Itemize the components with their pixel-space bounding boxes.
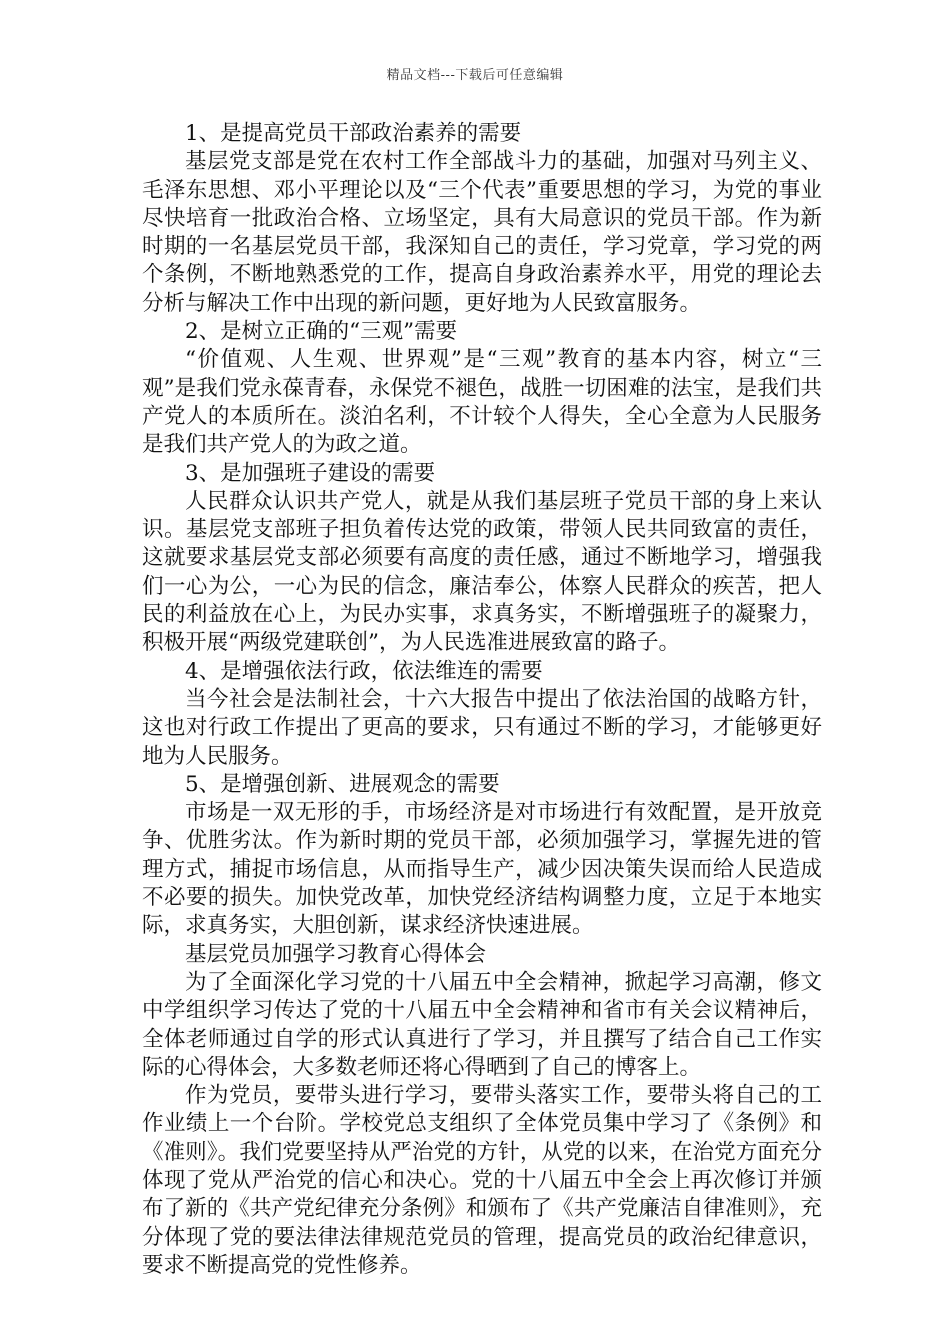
paragraph: 市场是一双无形的手，市场经济是对市场进行有效配置，是开放竞争、优胜劣汰。作为新时期的党员干部，必须加强学习，掌握先进的管理方式，捕捉市场信息，从而指导生产，减少因决策失误而给人民造成不必要的损失。加快党改革，加快党经济结构调整力度，立足于本地实际，求真务实，大胆创新，谋求经济快速进展。	[142, 800, 822, 939]
paragraph: 为了全面深化学习党的十八届五中全会精神，掀起学习高潮，修文中学组织学习传达了党的十八届五中全会精神和省市有关会议精神后，全体老师通过自学的形式认真进行了学习，并且撰写了结合自己工作实际的心得体会，大多数老师还将心得晒到了自己的博客上。	[142, 969, 822, 1080]
section-heading-1: 1、是提高党员干部政治素养的需要	[185, 121, 522, 146]
section-heading-2: 2、是树立正确的“三观”需要	[185, 319, 458, 345]
section-heading-3: 3、是加强班子建设的需要	[185, 460, 436, 486]
paragraph: “价值观、人生观、世界观”是“三观”教育的基本内容，树立“三观”是我们党永葆青春，永保党不褪色，战胜一切困难的法宝，是我们共产党人的本质所在。淡泊名利，不计较个人得失，全心全意为人民服务是我们共产党人的为政之道。	[142, 347, 822, 458]
article-title: 基层党员加强学习教育心得体会	[185, 941, 487, 967]
paragraph: 当今社会是法制社会，十六大报告中提出了依法治国的战略方针，这也对行政工作提出了更高的要求，只有通过不断的学习，才能够更好地为人民服务。	[142, 686, 822, 769]
page-header: 精品文档---下载后可任意编辑	[386, 68, 564, 83]
document-body	[142, 120, 822, 1280]
paragraph: 人民群众认识共产党人，就是从我们基层班子党员干部的身上来认识。基层党支部班子担负着传达党的政策，带领人民共同致富的责任，这就要求基层党支部必须要有高度的责任感，通过不断地学习，增强我们一心为公，一心为民的信念，廉洁奉公，体察人民群众的疾苦，把人民的利益放在心上，为民办实事，求真务实，不断增强班子的凝聚力，积极开展“两级党建联创”，为人民选准进展致富的路子。	[142, 488, 822, 656]
paragraph: 作为党员，要带头进行学习，要带头落实工作，要带头将自己的工作业绩上一个台阶。学校党总支组织了全体党员集中学习了《条例》和《准则》。我们党要坚持从严治党的方针，从党的以来，在治党方面充分体现了党从严治党的信心和决心。党的十八届五中全会上再次修订并颁布了新的《共产党纪律充分条例》和颁布了《共产党廉洁自律准则》，充分体现了党的要法律法律规范党员的管理，提高党员的政治纪律意识，要求不断提高党的党性修养。	[142, 1083, 822, 1278]
section-heading-4: 4、是增强依法行政，依法维连的需要	[185, 658, 543, 684]
section-heading-5: 5、是增强创新、进展观念的需要	[185, 771, 500, 797]
paragraph: 基层党支部是党在农村工作全部战斗力的基础，加强对马列主义、毛泽东思想、邓小平理论以及“三个代表”重要思想的学习，为党的事业尽快培育一批政治合格、立场坚定，具有大局意识的党员干部。作为新时期的一名基层党员干部，我深知自己的责任，学习党章，学习党的两个条例，不断地熟悉党的工作，提高自身政治素养水平，用党的理论去分析与解决工作中出现的新问题，更好地为人民致富服务。	[142, 149, 822, 316]
